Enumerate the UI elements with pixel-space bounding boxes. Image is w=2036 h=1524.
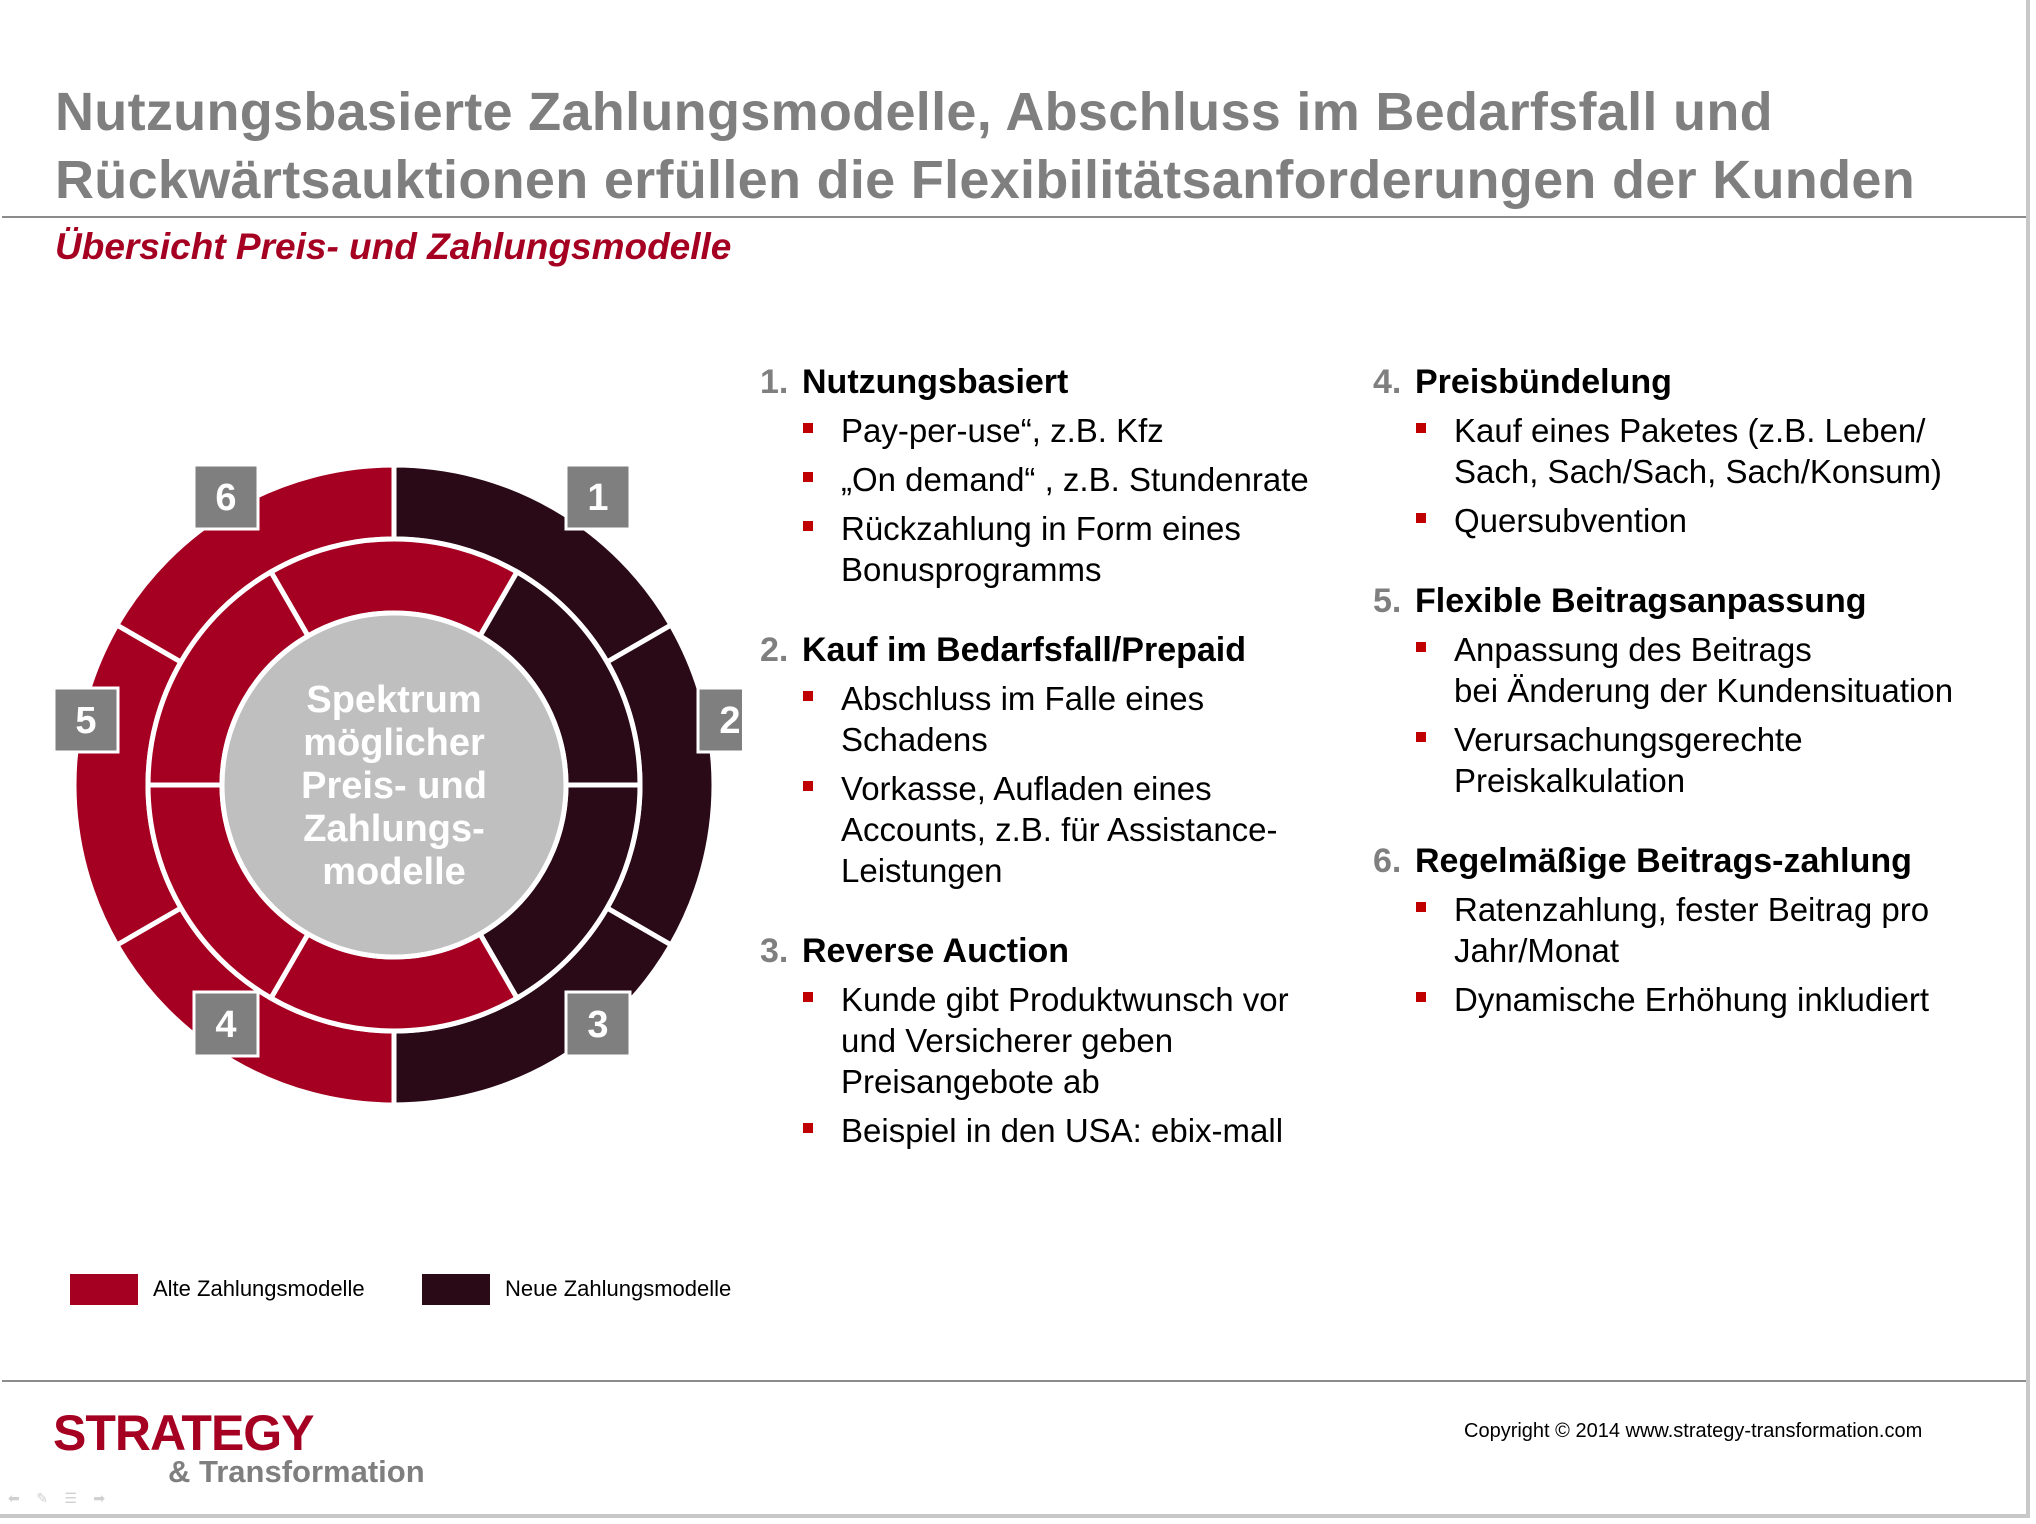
model-number: 6. [1373,842,1402,880]
wheel-center-line: möglicher [303,722,485,764]
bullet-text: Dynamische Erhöhung inkludiert [1454,981,1930,1018]
bullet-text: Kauf eines Paketes (z.B. Leben/ Sach, Sach/Sach, Sach/Konsum) [1454,412,1942,490]
bullet-item [1373,629,1973,711]
model-item [760,931,1360,1151]
bullet-text: Verursachungsgerechte Preiskalkulation [1454,721,1803,799]
footer-divider [2,1380,2026,1382]
wheel-center-line: Preis- und [301,765,487,807]
menu-icon[interactable]: ☰ [64,1490,77,1506]
model-title: Preisbündelung [1415,363,1672,401]
bullet-text: Rückzahlung in Form eines Bonusprogramms [841,510,1241,588]
page-title [55,78,2015,214]
bullet-square-icon [803,472,813,482]
bullet-item [760,979,1360,1102]
bullet-item [1373,500,1973,541]
model-heading [1373,362,1973,402]
model-item [1373,362,1973,541]
model-bullets [760,678,1360,891]
pen-icon[interactable]: ✎ [36,1490,48,1506]
legend-label-new: Neue Zahlungsmodelle [505,1276,732,1301]
model-title: Nutzungsbasiert [802,363,1069,401]
wheel-badge-number: 3 [587,1004,609,1046]
wheel-badge-3 [566,992,630,1056]
wheel-badge-number: 5 [75,700,97,742]
page-subtitle: Übersicht Preis- und Zahlungsmodelle [55,226,732,267]
model-heading [760,362,1360,402]
bullet-square-icon [803,992,813,1002]
model-item [1373,581,1973,801]
next-slide-icon[interactable]: ➡ [93,1490,106,1506]
model-title: Flexible Beitragsanpassung [1415,582,1867,620]
bullet-text: Abschluss im Falle eines Schadens [841,680,1205,758]
wheel-badge-number: 4 [215,1004,237,1046]
wheel-center-line: Spektrum [306,679,482,721]
model-bullets [760,410,1360,590]
wheel-badge-2 [698,688,742,752]
bullet-text: Pay-per-use“, z.B. Kfz [841,412,1164,449]
wheel-badge-number: 2 [719,700,741,742]
copyright-text: Copyright © 2014 www.strategy-transformation.com [1464,1420,1923,1442]
wheel-badge-number: 6 [215,477,237,519]
bullet-item [1373,719,1973,801]
model-bullets [1373,410,1973,541]
bullet-text: Vorkasse, Aufladen eines Accounts, z.B. für Assistance- Leistungen [841,770,1278,889]
payment-models-wheel [52,465,742,1105]
model-item [760,362,1360,590]
legend-swatch-old [70,1274,138,1305]
bullet-square-icon [1416,423,1426,433]
model-item [760,630,1360,891]
bullet-text: Beispiel in den USA: ebix-mall [841,1112,1284,1149]
wheel-center-label [301,679,487,893]
legend-label-old: Alte Zahlungsmodelle [153,1276,365,1301]
legend-swatch-new [422,1274,490,1305]
bullet-item [760,768,1360,891]
model-title: Kauf im Bedarfsfall/Prepaid [802,631,1247,669]
model-title: Reverse Auction [802,932,1070,970]
logo-strategy: STRATEGY [53,1405,314,1461]
bullet-item [760,1110,1360,1151]
model-item [1373,841,1973,1020]
bullet-item [1373,979,1973,1020]
model-number: 3. [760,932,789,970]
bullet-square-icon [1416,902,1426,912]
bullet-text: Kunde gibt Produktwunsch vor und Versicherer geben Preisangebote ab [841,981,1289,1100]
model-heading [1373,581,1973,621]
wheel-badge-1 [566,465,630,529]
title-line-2: Rückwärtsauktionen erfüllen die Flexibilitätsanforderungen der Kunden [55,150,1915,210]
wheel-center-line: Zahlungs- [303,808,485,850]
bullet-square-icon [803,521,813,531]
bullet-square-icon [1416,642,1426,652]
bullet-item [760,678,1360,760]
wheel-badge-5 [54,688,118,752]
bullet-item [1373,889,1973,971]
title-line-1: Nutzungsbasierte Zahlungsmodelle, Abschluss im Bedarfsfall und [55,82,1773,142]
bullet-item [760,508,1360,590]
model-list-right [1373,362,1973,1060]
bullet-square-icon [803,781,813,791]
wheel-badge-6 [194,465,258,529]
bullet-square-icon [803,1123,813,1133]
bullet-text: „On demand“ , z.B. Stundenrate [841,461,1309,498]
model-number: 2. [760,631,789,669]
header-divider [2,216,2026,218]
model-bullets [760,979,1360,1151]
bullet-item [760,410,1360,451]
model-heading [760,630,1360,670]
wheel-center-line: modelle [322,851,466,893]
previous-slide-icon[interactable]: ⬅ [8,1490,20,1506]
bullet-square-icon [803,423,813,433]
logo-transformation: & Transformation [168,1454,425,1489]
wheel-badge-4 [194,992,258,1056]
bullet-text: Anpassung des Beitrags bei Änderung der Kundensituation [1454,631,1954,709]
model-number: 1. [760,363,789,401]
model-bullets [1373,889,1973,1020]
model-heading [1373,841,1973,881]
bullet-text: Ratenzahlung, fester Beitrag pro Jahr/Monat [1454,891,1930,969]
model-title: Regelmäßige Beitrags-zahlung [1415,842,1912,880]
bullet-item [1373,410,1973,492]
wheel-badge-number: 1 [587,477,609,519]
model-number: 4. [1373,363,1402,401]
slide-controls [8,1490,117,1508]
model-bullets [1373,629,1973,801]
bullet-text: Quersubvention [1454,502,1687,539]
bullet-square-icon [803,691,813,701]
model-number: 5. [1373,582,1402,620]
model-list-left [760,362,1360,1191]
bullet-square-icon [1416,992,1426,1002]
bullet-item [760,459,1360,500]
bullet-square-icon [1416,732,1426,742]
model-heading [760,931,1360,971]
bullet-square-icon [1416,513,1426,523]
